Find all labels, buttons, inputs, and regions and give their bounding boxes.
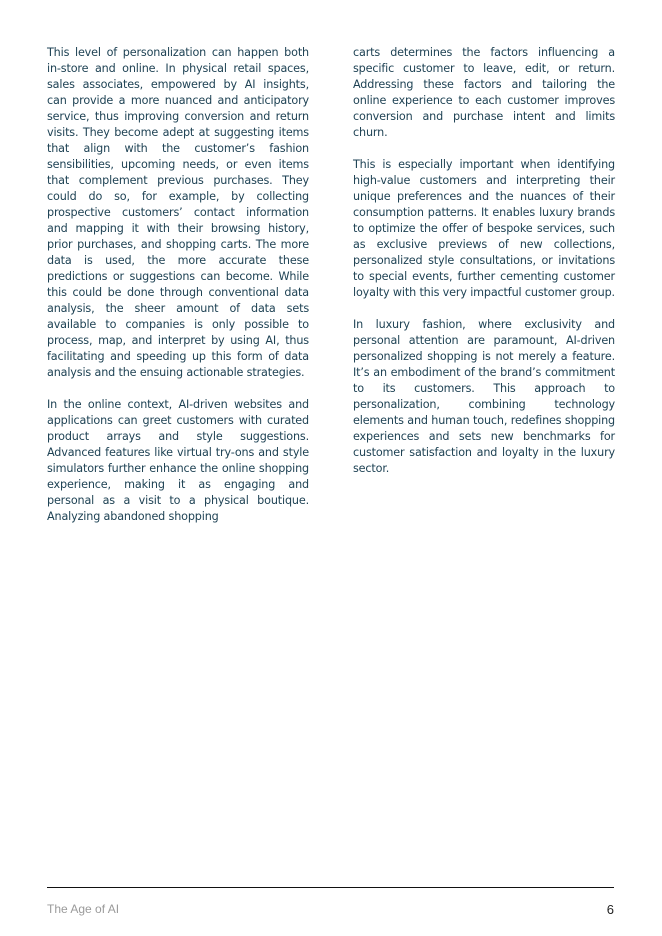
- footer-title: The Age of AI: [47, 902, 120, 916]
- footer-divider: [47, 887, 614, 888]
- paragraph: In luxury fashion, where exclusivity and personal attention are paramount, AI-driven personalized shopping is not merely a feature. It’s an embodiment of the brand’s commitment to its customers. This approach to personalization, combining technology elements and human touch, redefines shopping experiences and sets new benchmarks for customer satisfaction and loyalty in the luxury sector.: [353, 318, 615, 475]
- page-number: 6: [606, 902, 614, 917]
- paragraph: carts determines the factors influencing a specific customer to leave, edit, or return. Addressing these factors and tailoring the online experience to each customer improves conversion and purchase intent and limits churn.: [353, 46, 615, 139]
- paragraph: This level of personalization can happen both in-store and online. In physical retail spaces, sales associates, empowered by AI insights, can provide a more nuanced and anticipatory service, thus improving conversion and return visits. They become adept at suggesting items that align with the customer’s fashion sensibilities, upcoming needs, or even items that complement previous purchases. They could do so, for example, by collecting prospective customers’ contact information and mapping it with their browsing history, prior purchases, and shopping carts. The more data is used, the more accurate these predictions or suggestions can become. While this could be done through conventional data analysis, the sheer amount of data sets available to companies is only possible to process, map, and interpret by using AI, thus facilitating and speeding up this form of data analysis and the ensuing actionable strategies.: [47, 46, 309, 379]
- right-column: [353, 45, 615, 493]
- left-column: [47, 45, 309, 541]
- paragraph: In the online context, AI-driven websites and applications can greet customers with curated product arrays and style suggestions. Advanced features like virtual try-ons and style simulators further enhance the online shopping experience, making it as engaging and personal as a visit to a physical boutique. Analyzing abandoned shopping: [47, 398, 309, 523]
- paragraph: This is especially important when identifying high-value customers and interpreting their unique preferences and the nuances of their consumption patterns. It enables luxury brands to optimize the offer of bespoke services, such as exclusive previews of new collections, personalized style consultations, or invitations to special events, further cementing customer loyalty with this very impactful customer group.: [353, 158, 615, 299]
